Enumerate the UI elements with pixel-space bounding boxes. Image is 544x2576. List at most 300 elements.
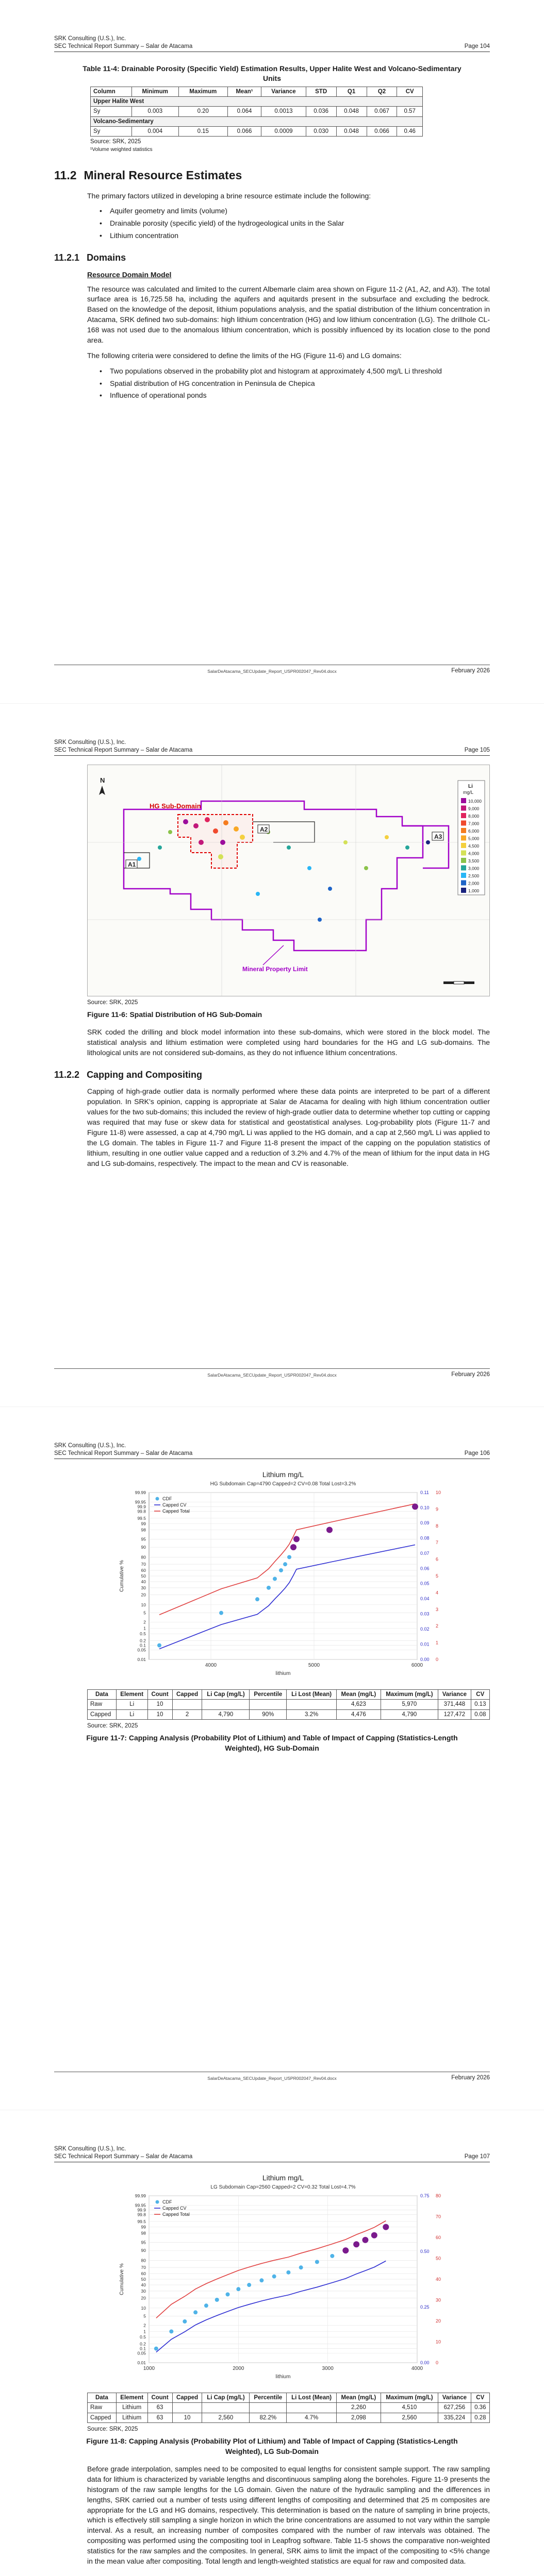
legend-title: Li	[468, 784, 473, 789]
table-row	[88, 1709, 490, 1719]
y-tick-label: 1	[143, 1625, 146, 1631]
subsection-number: 11.2.2	[54, 1069, 80, 1080]
col-header: Data	[88, 2393, 117, 2403]
cell: 0.066	[227, 127, 261, 137]
cell: 0.004	[131, 127, 178, 137]
group-row	[91, 116, 423, 126]
lost-tick-label: 6	[436, 1556, 439, 1562]
cv-tick-label: 0.08	[420, 1535, 430, 1541]
legend-label: Capped CV	[162, 2206, 187, 2211]
drillhole-point	[318, 918, 322, 922]
drillhole-point	[307, 866, 311, 870]
cell	[250, 1700, 287, 1709]
y-tick-label: 99	[141, 1521, 146, 1527]
page-content	[54, 61, 490, 407]
cell	[287, 2403, 337, 2413]
cell: 0.20	[178, 107, 227, 116]
y-tick-label: 99.99	[135, 2193, 146, 2198]
col-header: Li Cap (mg/L)	[202, 1690, 250, 1700]
cell: 2,098	[337, 2413, 381, 2422]
cell: 627,256	[438, 2403, 471, 2413]
drillhole-point	[405, 845, 409, 850]
cv-tick-label: 0.09	[420, 1520, 430, 1526]
col-header: Li Lost (Mean)	[287, 2393, 337, 2403]
lost-tick-label: 1	[436, 1640, 439, 1646]
cv-tick-label: 0.06	[420, 1566, 430, 1571]
table-11-4-title: Table 11-4: Drainable Porosity (Specific Yield) Estimation Results, Upper Halite West and Volcano-Sedimentary Units	[83, 64, 461, 82]
y-tick-label: 99.9	[137, 2207, 146, 2213]
drillhole-point	[199, 840, 204, 845]
y-tick-label: 99.95	[135, 2202, 146, 2208]
list-item: • Influence of operational ponds	[110, 391, 490, 401]
x-tick-label: 6000	[411, 1663, 423, 1668]
col-header: Element	[116, 1690, 147, 1700]
cv-tick-label: 0.25	[420, 2304, 430, 2310]
cv-tick-label: 0.00	[420, 2360, 430, 2365]
drillhole-point	[385, 835, 389, 839]
cell: 0.08	[471, 1709, 489, 1719]
y-tick-label: 5	[143, 1610, 146, 1616]
page-header	[54, 739, 490, 754]
legend-marker	[156, 1497, 159, 1501]
cdf-point	[169, 2329, 173, 2333]
legend-marker	[156, 2200, 159, 2204]
cell: Lithium	[116, 2403, 147, 2413]
cdf-point	[353, 2241, 359, 2247]
legend-value: 3,500	[468, 858, 480, 863]
cell	[202, 1700, 250, 1709]
y-tick-label: 99.8	[137, 2212, 146, 2217]
cell: 2,560	[381, 2413, 438, 2422]
cell: 2,560	[202, 2413, 250, 2422]
page-number: Page 104	[464, 43, 490, 49]
legend-unit: mg/L	[463, 790, 474, 795]
header-rule	[54, 755, 490, 756]
probability-plot-lg	[87, 2171, 490, 2393]
y-tick-label: 0.01	[137, 2360, 146, 2365]
lost-tick-label: 10	[436, 1490, 441, 1495]
legend-value: 7,000	[468, 821, 480, 826]
y-tick-label: 98	[141, 2230, 146, 2236]
page-number: Page 106	[464, 1450, 490, 1456]
legend-value: 6,000	[468, 828, 480, 834]
figure-source: Source: SRK, 2025	[87, 999, 138, 1006]
figure-source: Source: SRK, 2025	[87, 1722, 138, 1729]
col-header: STD	[306, 87, 336, 96]
cell: 4,476	[337, 1709, 381, 1719]
cell: 10	[147, 1709, 172, 1719]
underlined-heading: Resource Domain Model	[87, 270, 172, 279]
header-report: SEC Technical Report Summary – Salar de Atacama	[54, 1450, 193, 1456]
drillhole-point	[213, 828, 218, 834]
legend-value: 1,000	[468, 888, 480, 893]
drillhole-point	[193, 823, 199, 828]
cell: 10	[147, 1700, 172, 1709]
page-content	[54, 765, 490, 1174]
header-company: SRK Consulting (U.S.), Inc.	[54, 739, 126, 745]
x-tick-label: 4000	[205, 1663, 217, 1668]
cell: Li	[116, 1700, 147, 1709]
y-tick-label: 30	[141, 2288, 146, 2294]
cv-tick-label: 0.02	[420, 1626, 430, 1632]
cdf-point	[193, 2310, 197, 2314]
cdf-point	[157, 1643, 161, 1648]
cv-tick-label: 0.10	[420, 1505, 430, 1511]
north-label: N	[100, 776, 105, 784]
y-tick-label: 0.5	[140, 2334, 146, 2340]
lost-tick-label: 50	[436, 2256, 441, 2261]
y-tick-label: 70	[141, 2265, 146, 2270]
cell: Sy	[91, 127, 132, 137]
cdf-point	[326, 1527, 333, 1533]
col-header: Li Lost (Mean)	[287, 1690, 337, 1700]
paragraph: The resource was calculated and limited to the current Albemarle claim area shown on Figure 11-2 (A1, A2, and A3). The total surface area is 16,725.58 ha, including the aquifers and aquitards present in the subsurface and excluding the bedrock. Based on the knowledge of the deposit, lithium populations analysis, and the spatial distribution of the lithium concentration in Atacama, SRK defined two sub-domains: high lithium concentration (HG) and low lithium concentration (LG). The drillhole CL-168 was not used due to the anomalous lithium concentration, which is possibly influenced by its location close to the pond area.	[87, 284, 490, 344]
cell: 0.57	[397, 107, 423, 116]
subsection-heading	[54, 251, 490, 265]
cdf-point	[279, 1568, 283, 1572]
y-tick-label: 0.2	[140, 2341, 146, 2347]
cell	[250, 2403, 287, 2413]
table-body	[88, 1700, 490, 1720]
cdf-point	[259, 2278, 263, 2282]
y-tick-label: 95	[141, 2240, 146, 2245]
drillhole-point	[364, 866, 368, 870]
cdf-point	[219, 1611, 223, 1615]
table-header-row	[91, 87, 423, 96]
col-header: CV	[471, 1690, 489, 1700]
col-header: CV	[397, 87, 423, 96]
col-header: Variance	[438, 1690, 471, 1700]
cv-tick-label: 0.75	[420, 2193, 430, 2198]
chart-subtitle: HG Subdomain Cap=4790 Capped=2 CV=0.08 Total Lost=3.2%	[210, 1481, 356, 1487]
cell: 0.28	[471, 2413, 489, 2422]
drillhole-point	[183, 819, 188, 824]
cell	[287, 1700, 337, 1709]
lost-tick-label: 8	[436, 1523, 439, 1529]
paragraph: Before grade interpolation, samples need to be composited to equal lengths for consistent sample support. The raw sampling data for lithium is characterized by variable lengths and discontinuous sampling along the boreholes. Figure 11-9 presents the histogram of the raw sample lengths for the LG domain. Given the nature of the hydraulic sampling and the differences in lengths, SRK carried out a number of tests using different lengths of compositing and determined that 25 m composites are appropriate for the LG and HG domains, respectively. This determination is based on the nature of sampling in brine projects, which is effectively still sampling a single horizon in which the brine concentrations are assumed to not vary within the sample interval. As a result, an increasing number of composites compared with the number of raw intervals was obtained. The compositing was performed using the compositing tool in Leapfrog software. Table 11-5 shows the comparative non-weighted statistics for the raw samples and the composites. In general, SRK aims to limit the impact of the compositing to <5% change in the mean value after compositing. Total length and length-weighted statistics are equal for raw and composited data.	[87, 2465, 490, 2565]
scale-bar	[443, 981, 474, 984]
legend-value: 3,000	[468, 866, 480, 871]
y-tick-label: 5	[143, 2313, 146, 2319]
y-tick-label: 40	[141, 1579, 146, 1585]
legend-swatch	[461, 828, 466, 833]
legend-swatch	[461, 858, 466, 863]
footer-filename: SalarDeAtacama_SECUpdate_Report_USPR002047_Rev04.docx	[207, 669, 337, 674]
y-tick-label: 10	[141, 1602, 146, 1607]
col-header: Count	[147, 1690, 172, 1700]
y-tick-label: 0.1	[140, 1642, 146, 1648]
drillhole-point	[137, 857, 141, 861]
y-tick-label: 20	[141, 1592, 146, 1598]
legend-value: 2,000	[468, 880, 480, 886]
page-105	[0, 703, 544, 1406]
chart-title: Lithium mg/L	[262, 2174, 304, 2182]
table-body	[88, 2403, 490, 2423]
cell: 82.2%	[250, 2413, 287, 2422]
figure-11-7-plot	[87, 1468, 490, 1689]
cell: 371,448	[438, 1700, 471, 1709]
y-tick-label: 80	[141, 1554, 146, 1560]
cell: 0.13	[471, 1700, 489, 1709]
cdf-point	[273, 1577, 277, 1581]
map-background	[88, 765, 489, 996]
list-item: • Two populations observed in the probability plot and histogram at approximately 4,500 mg/L Li threshold	[110, 366, 490, 377]
legend-label: Capped Total	[162, 1509, 190, 1514]
y-tick-label: 2	[143, 1619, 146, 1625]
cell: 63	[147, 2403, 172, 2413]
col-header: Column	[91, 87, 132, 96]
legend-label: Capped CV	[162, 1502, 187, 1507]
cv-tick-label: 0.11	[420, 1490, 429, 1495]
y-tick-label: 60	[141, 1567, 146, 1573]
cell: 2,260	[337, 2403, 381, 2413]
cdf-point	[293, 1536, 300, 1542]
lost-tick-label: 70	[436, 2214, 441, 2219]
figure-caption: Figure 11-8: Capping Analysis (Probability Plot of Lithium) and Table of Impact of Capping (Statistics-Length Weighted), LG Sub-Domain	[86, 2437, 458, 2456]
cdf-point	[286, 2270, 290, 2275]
y-tick-label: 90	[141, 1545, 146, 1550]
a1-label: A1	[128, 861, 136, 868]
drillhole-point	[328, 887, 332, 891]
bullet-list	[110, 206, 490, 241]
page-107	[0, 2110, 544, 2576]
section-title: Mineral Resource Estimates	[84, 168, 242, 182]
legend-label: CDF	[162, 1496, 172, 1501]
concentration-legend	[458, 781, 485, 895]
x-axis-label: lithium	[275, 1671, 291, 1676]
cell: 4,790	[202, 1709, 250, 1719]
lost-tick-label: 10	[436, 2339, 441, 2345]
legend-value: 10,000	[468, 799, 482, 804]
cdf-point	[330, 2254, 334, 2258]
lost-tick-label: 30	[436, 2297, 441, 2303]
cell: 0.036	[306, 107, 336, 116]
legend-swatch	[461, 873, 466, 878]
cell: Lithium	[116, 2413, 147, 2422]
y-tick-label: 98	[141, 1527, 146, 1533]
list-item: • Spatial distribution of HG concentration in Peninsula de Chepica	[110, 379, 490, 389]
y-tick-label: 2	[143, 2323, 146, 2328]
table-header-row	[88, 1690, 490, 1700]
x-tick-label: 3000	[322, 2366, 334, 2371]
cell: 0.064	[227, 107, 261, 116]
subsection-heading	[54, 1069, 490, 1082]
cdf-point	[383, 2224, 389, 2230]
cdf-point	[247, 2283, 251, 2287]
cv-tick-label: 0.01	[420, 1641, 430, 1647]
drillhole-point	[234, 826, 239, 832]
col-header: Percentile	[250, 1690, 287, 1700]
col-header: Q2	[367, 87, 397, 96]
probability-plot-hg	[87, 1468, 490, 1689]
legend-value: 4,500	[468, 843, 480, 849]
header-company: SRK Consulting (U.S.), Inc.	[54, 2146, 126, 2152]
col-header: Mean¹	[227, 87, 261, 96]
y-tick-label: 99.5	[137, 1515, 146, 1521]
y-tick-label: 90	[141, 2248, 146, 2253]
legend-value: 9,000	[468, 806, 480, 811]
cell: 0.46	[397, 127, 423, 137]
cell: 127,472	[438, 1709, 471, 1719]
drillhole-point	[158, 845, 162, 850]
cdf-point	[287, 1555, 291, 1559]
y-tick-label: 99.95	[135, 1499, 146, 1505]
chart-title: Lithium mg/L	[262, 1470, 304, 1479]
y-tick-label: 99.9	[137, 1504, 146, 1510]
drillhole-point	[168, 830, 172, 834]
y-tick-label: 70	[141, 1562, 146, 1567]
col-header: Q1	[336, 87, 367, 96]
y-tick-label: 40	[141, 2282, 146, 2288]
table-row	[91, 127, 423, 137]
col-header: Element	[116, 2393, 147, 2403]
cv-tick-label: 0.00	[420, 1657, 430, 1662]
subsection-title: Capping and Compositing	[87, 1069, 203, 1080]
cdf-point	[255, 1597, 259, 1601]
cell: 0.15	[178, 127, 227, 137]
footer-date: February 2026	[451, 2075, 490, 2081]
cdf-point	[204, 2303, 208, 2308]
cell: 0.0009	[261, 127, 306, 137]
figure-caption: Figure 11-7: Capping Analysis (Probability Plot of Lithium) and Table of Impact of Capping (Statistics-Length Weighted), HG Sub-Domain	[86, 1734, 458, 1753]
cell: 4,510	[381, 2403, 438, 2413]
drillhole-point	[218, 854, 223, 859]
lost-tick-label: 5	[436, 1573, 439, 1579]
cell: 4,790	[381, 1709, 438, 1719]
drillhole-point	[256, 892, 260, 896]
section-heading	[54, 167, 490, 184]
legend-swatch	[461, 813, 466, 818]
col-header: Mean (mg/L)	[337, 2393, 381, 2403]
lost-tick-label: 0	[436, 2360, 439, 2365]
cell: 90%	[250, 1709, 287, 1719]
cdf-point	[154, 2347, 158, 2351]
figure-11-8-table	[87, 2393, 490, 2423]
y-tick-label: 0.1	[140, 2346, 146, 2351]
legend-label: Capped Total	[162, 2212, 190, 2217]
cell: 335,224	[438, 2413, 471, 2422]
table-row	[88, 2403, 490, 2413]
cdf-point	[272, 2275, 276, 2279]
col-header: Maximum	[178, 87, 227, 96]
bullet-list	[110, 366, 490, 401]
cell: 0.048	[336, 107, 367, 116]
y-tick-label: 1	[143, 2329, 146, 2334]
cell: Li	[116, 1709, 147, 1719]
y-tick-label: 0.5	[140, 1631, 146, 1637]
legend-value: 8,000	[468, 814, 480, 819]
y-tick-label: 0.01	[137, 1657, 146, 1662]
footer-date: February 2026	[451, 1371, 490, 1378]
col-header: Capped	[172, 2393, 202, 2403]
col-header: Maximum (mg/L)	[381, 2393, 438, 2403]
lost-tick-label: 4	[436, 1590, 439, 1596]
lost-tick-label: 0	[436, 1657, 439, 1662]
legend-swatch	[461, 836, 466, 841]
paragraph: The primary factors utilized in developing a brine resource estimate include the following:	[87, 191, 371, 200]
col-header: Percentile	[250, 2393, 287, 2403]
page-header	[54, 2145, 490, 2161]
cdf-point	[267, 1586, 271, 1590]
col-header: Data	[88, 1690, 117, 1700]
drillhole-point	[343, 840, 348, 844]
section-number: 11.2	[54, 168, 77, 182]
legend-swatch	[461, 798, 466, 803]
list-item: • Lithium concentration	[110, 231, 490, 241]
page-number: Page 107	[464, 2153, 490, 2160]
drillhole-point	[240, 835, 245, 840]
cell: 63	[147, 2413, 172, 2422]
subsection-number: 11.2.1	[54, 252, 80, 263]
legend-value: 5,000	[468, 836, 480, 841]
legend-swatch	[461, 821, 466, 826]
cdf-point	[283, 1562, 287, 1566]
cdf-point	[342, 2247, 349, 2253]
cv-tick-label: 0.03	[420, 1611, 430, 1617]
a3-label: A3	[434, 833, 442, 840]
cell: 2	[172, 1709, 202, 1719]
cv-tick-label: 0.05	[420, 1581, 430, 1586]
header-company: SRK Consulting (U.S.), Inc.	[54, 36, 126, 42]
cell: 0.030	[306, 127, 336, 137]
cell: Sy	[91, 107, 132, 116]
col-header: Count	[147, 2393, 172, 2403]
legend-swatch	[461, 888, 466, 893]
cdf-point	[236, 2287, 240, 2291]
cell: Capped	[88, 2413, 117, 2422]
col-header: Li Cap (mg/L)	[202, 2393, 250, 2403]
x-tick-label: 1000	[143, 2366, 155, 2371]
y-tick-label: 50	[141, 2277, 146, 2282]
hg-subdomain-label: HG Sub-Domain	[150, 802, 201, 810]
paragraph: Capping of high-grade outlier data is normally performed where these data points are interpreted to be part of a different population. In SRK’s opinion, capping is appropriate at Salar de Atacama for dealing with high lithium concentration outlier values for the two sub-domains; this included the review of high-grade outlier data to determine whether top cutting or capping was required that may fuse or skew data for statistical and geostatistical analyses. Log-probability plots (Figure 11-7 and Figure 11-8) were assessed, a cap at 4,790 mg/L Li was applied to the HG domain, and a cap at 2,560 mg/L Li was applied to the LG domain. The tables in Figure 11-7 and Figure 11-8 present the impact of the capping on the population statistics of lithium, resulting in one outlier value capped and a reduction of 3.2% and 4.7% of the mean of lithium for the input data in HG and LG sub-domains, respectively. The impact to the mean and CV is reasonable.	[87, 1087, 490, 1167]
drillhole-point	[205, 817, 210, 822]
table-header-row	[88, 2393, 490, 2403]
lost-tick-label: 60	[436, 2235, 441, 2240]
page-106	[0, 1406, 544, 2110]
col-header: CV	[471, 2393, 489, 2403]
x-tick-label: 2000	[233, 2366, 244, 2371]
table-footnote: ¹Volume weighted statistics	[90, 146, 153, 152]
lost-tick-label: 3	[436, 1606, 439, 1612]
legend-value: 4,000	[468, 851, 480, 856]
x-axis-label: lithium	[275, 2374, 291, 2380]
list-item: • Drainable porosity (specific yield) of the hydrogeological units in the Salar	[110, 218, 490, 229]
table-row	[91, 107, 423, 116]
header-report: SEC Technical Report Summary – Salar de Atacama	[54, 747, 193, 753]
legend-label: CDF	[162, 2199, 172, 2205]
cell	[172, 2403, 202, 2413]
cdf-point	[226, 2292, 230, 2296]
cdf-point	[290, 1544, 296, 1550]
cell	[202, 2403, 250, 2413]
cell	[172, 1700, 202, 1709]
y-tick-label: 0.05	[137, 2350, 146, 2356]
page-content	[54, 1468, 490, 1759]
cdf-point	[371, 2232, 377, 2239]
col-header: Mean (mg/L)	[337, 1690, 381, 1700]
cell: Raw	[88, 2403, 117, 2413]
map-svg	[88, 765, 489, 996]
header-report: SEC Technical Report Summary – Salar de Atacama	[54, 2153, 193, 2160]
col-header: Maximum (mg/L)	[381, 1690, 438, 1700]
drillhole-point	[223, 820, 228, 825]
y-tick-label: 99.5	[137, 2218, 146, 2224]
cell: 0.066	[367, 127, 397, 137]
cv-tick-label: 0.50	[420, 2249, 430, 2254]
cell: 0.048	[336, 127, 367, 137]
cv-tick-label: 0.07	[420, 1550, 430, 1556]
